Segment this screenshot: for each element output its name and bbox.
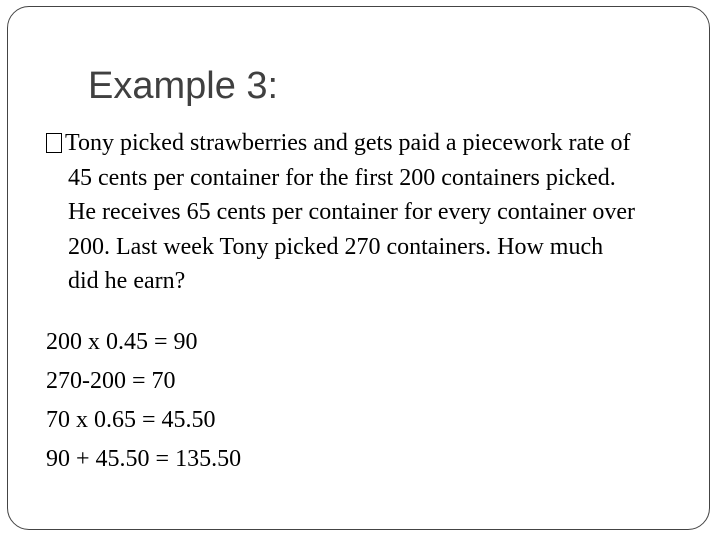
problem-text-1: Tony picked strawberries and gets paid a piecework rate of: [65, 130, 631, 156]
slide-frame: [7, 6, 710, 530]
solution-steps: [46, 323, 241, 479]
slide-title: Example 3:: [88, 65, 279, 107]
solution-line-4: 90 + 45.50 = 135.50: [46, 446, 242, 472]
problem-line-3: He receives 65 cents per container for every container over: [68, 199, 636, 225]
problem-line-2: 45 cents per container for the first 200 containers picked.: [68, 164, 616, 191]
square-bullet-icon: [46, 133, 62, 153]
problem-bullet: [46, 126, 696, 299]
problem-line-4: 200. Last week Tony picked 270 containers. How much: [68, 233, 604, 260]
problem-line-5: did he earn?: [68, 268, 186, 294]
problem-line-1: [46, 126, 696, 161]
solution-line-3: 70 x 0.65 = 45.50: [46, 407, 216, 433]
solution-line-2: 270-200 = 70: [46, 368, 176, 394]
solution-line-1: 200 x 0.45 = 90: [46, 329, 198, 355]
